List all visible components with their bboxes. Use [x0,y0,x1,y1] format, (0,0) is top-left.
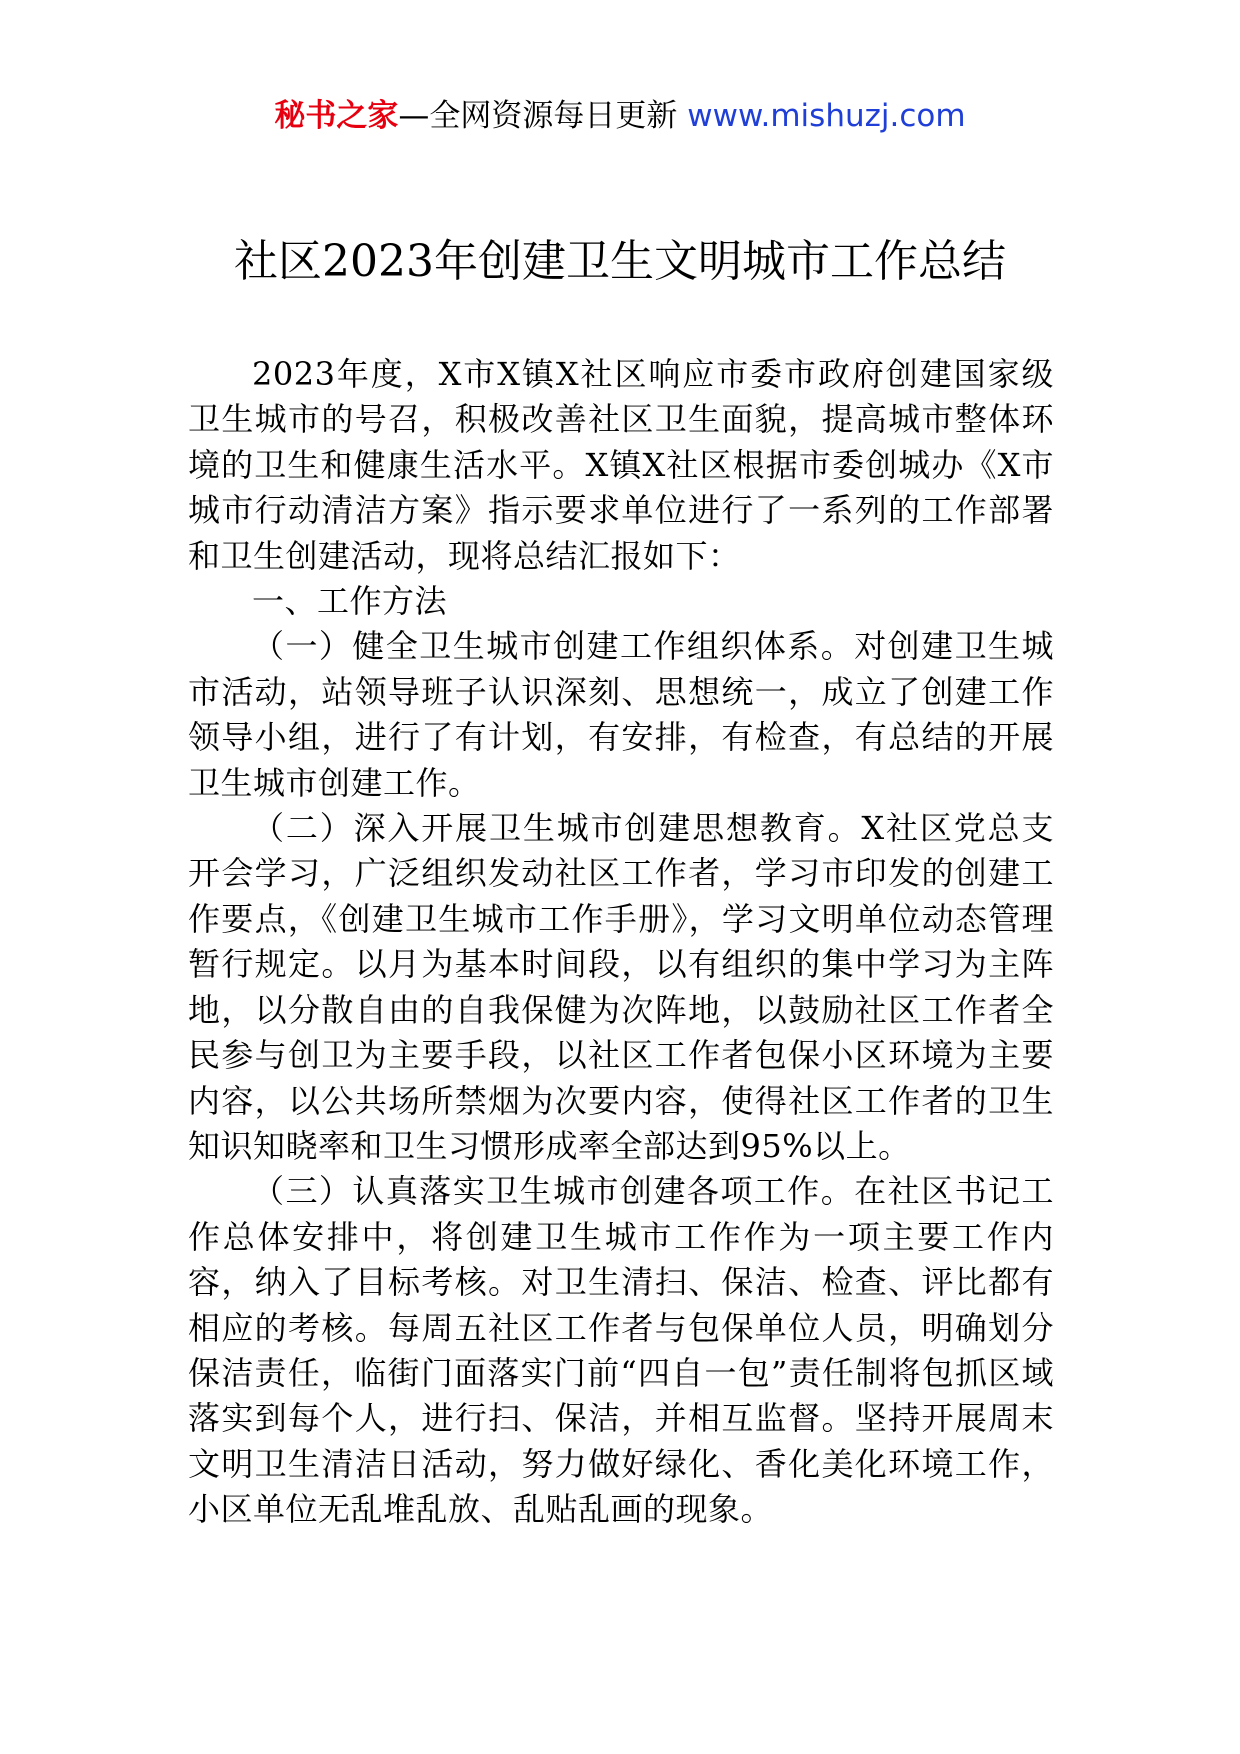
subsection-1-paragraph: （一）健全卫生城市创建工作组织体系。对创建卫生城市活动，站领导班子认识深刻、思想统一，成立了创建工作领导小组，进行了有计划，有安排，有检查，有总结的开展卫生城市创建工作。 [188,627,1054,802]
subsection-2-paragraph: （二）深入开展卫生城市创建思想教育。X社区党总支开会学习，广泛组织发动社区工作者，学习市印发的创建工作要点，《创建卫生城市工作手册》，学习文明单位动态管理暂行规定。以月为基本时间段，以有组织的集中学习为主阵地，以分散自由的自我保健为次阵地，以鼓励社区工作者全民参与创卫为主要手段，以社区工作者包保小区环境为主要内容，以公共场所禁烟为次要内容，使得社区工作者的卫生知识知晓率和卫生习惯形成率全部达到95%以上。 [188,809,1054,1165]
section-heading: 一、工作方法 [252,582,448,621]
document-title: 社区2023年创建卫生文明城市工作总结 [234,236,1006,287]
site-slogan: —全网资源每日更新 [398,98,678,134]
document-body [188,352,1054,1533]
site-brand: 秘书之家 [274,98,399,134]
subsection-3-paragraph: （三）认真落实卫生城市创建各项工作。在社区书记工作总体安排中，将创建卫生城市工作作为一项主要工作内容，纳入了目标考核。对卫生清扫、保洁、检查、评比都有相应的考核。每周五社区工作者与包保单位人员，明确划分保洁责任，临街门面落实门前“四自一包”责任制将包抓区域落实到每个人，进行扫、保洁，并相互监督。坚持开展周末文明卫生清洁日活动，努力做好绿化、香化美化环境工作，小区单位无乱堆乱放、乱贴乱画的现象。 [188,1172,1054,1529]
site-banner [0,96,1240,136]
intro-paragraph: 2023年度，X市X镇X社区响应市委市政府创建国家级卫生城市的号召，积极改善社区卫生面貌，提高城市整体环境的卫生和健康生活水平。X镇X社区根据市委创城办《X市城市行动清洁方案》指示要求单位进行了一系列的工作部署和卫生创建活动，现将总结汇报如下： [188,355,1054,575]
site-url-link[interactable]: www.mishuzj.com [687,98,966,134]
